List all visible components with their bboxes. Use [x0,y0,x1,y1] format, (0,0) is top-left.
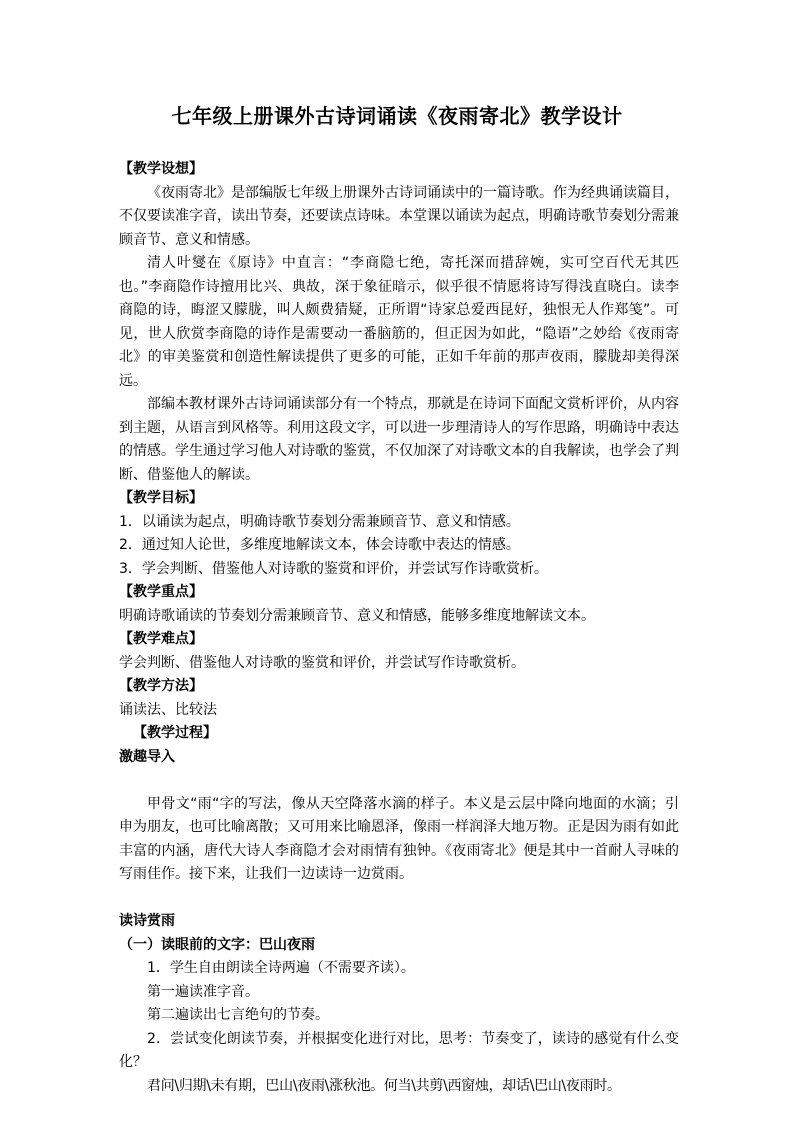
spacer [119,887,679,911]
goal-item: 3．学会判断、借鉴他人对诗歌的鉴赏和评价，并尝试写作诗歌赏析。 [119,560,548,577]
subheading-intro: 激趣导入 [119,748,175,765]
section-heading-process: 【教学过程】 [133,725,217,741]
poem-rhythm-line: 君问\归期\未有期，巴山\夜雨\涨秋池。何当\共剪\西窗烛，却话\巴山\夜雨时。 [147,1077,621,1094]
key-points-text: 明确诗歌诵读的节奏划分需兼顾音节、意义和情感，能够多维度地解读文本。 [119,607,595,624]
spacer [119,769,679,793]
step-subitem: 第一遍读准字音。 [147,983,259,1000]
paragraph: 清人叶燮在《原诗》中直言：“李商隐七绝，寄托深而措辞婉，实可空百代无其匹也。”李商隐作诗擅用比兴、典故，深于象征暗示，似乎很不情愿将诗写得浅直晓白。读李商隐的诗，晦涩又朦胧，叫人颇费猜疑，正所谓“诗家总爱西昆好，独恨无人作郑笺”。可见，世人欣赏李商隐的诗作是需要动一番脑筋的，但正因为如此，“隐语”之妙给《夜雨寄北》的审美鉴赏和创造性解读提供了更多的可能，正如千年前的那声夜雨，朦胧却美得深远。 [119,255,679,389]
step-subitem: 第二遍读出七言绝句的节奏。 [147,1007,329,1023]
section-heading-method: 【教学方法】 [119,678,203,694]
goal-item: 1．以诵读为起点，明确诗歌节奏划分需兼顾音节、意义和情感。 [119,513,520,530]
page-title: 七年级上册课外古诗词诵读《夜雨寄北》教学设计 [171,104,623,128]
document-body [119,158,679,1098]
paragraph: 部编本教材课外古诗词诵读部分有一个特点，那就是在诗词下面配文赏析评价，从内容到主题，从语言到风格等。利用这段文字，可以进一步理清诗人的写作思路，明确诗中表达的情感。学生通过学习他人对诗歌的鉴赏，不仅加深了对诗歌文本的自我解读，也学会了判断、借鉴他人的解读。 [119,396,679,483]
paragraph: 《夜雨寄北》是部编版七年级上册课外古诗词诵读中的一篇诗歌。作为经典诵读篇目，不仅要读准字音，读出节奏，还要读点诗味。本堂课以诵读为起点，明确诗歌节奏划分需兼顾音节、意义和情感。 [119,184,679,248]
step-item: 1．学生自由朗读全诗两遍（不需要齐读）。 [147,960,415,976]
subheading-read-poem: 读诗赏雨 [119,913,175,929]
difficulty-text: 学会判断、借鉴他人对诗歌的鉴赏和评价，并尝试写作诗歌赏析。 [119,654,525,671]
method-text: 诵读法、比较法 [119,701,217,718]
section-heading-difficulty: 【教学难点】 [119,631,203,647]
step-item: 2．尝试变化朗读节奏，并根据变化进行对比，思考：节奏变了，读诗的感觉有什么变化？ [119,1030,679,1070]
section-heading-conception: 【教学设想】 [119,161,203,177]
subheading-part-one: （一）读眼前的文字：巴山夜雨 [119,936,315,953]
section-heading-goals: 【教学目标】 [119,490,203,506]
section-heading-key-points: 【教学重点】 [119,584,203,600]
goal-item: 2．通过知人论世，多维度地解读文本，体会诗歌中表达的情感。 [119,537,520,553]
intro-paragraph: 甲骨文“雨“字的写法，像从天空降落水滴的样子。本义是云层中降向地面的水滴；引申为朋友，也可比喻离散；又可用来比喻恩泽，像雨一样润泽大地万物。正是因为雨有如此丰富的内涵，唐代大诗人李商隐才会对雨情有独钟。《夜雨寄北》便是其中一首耐人寻味的写雨佳作。接下来，让我们一边读诗一边赏雨。 [119,795,679,882]
